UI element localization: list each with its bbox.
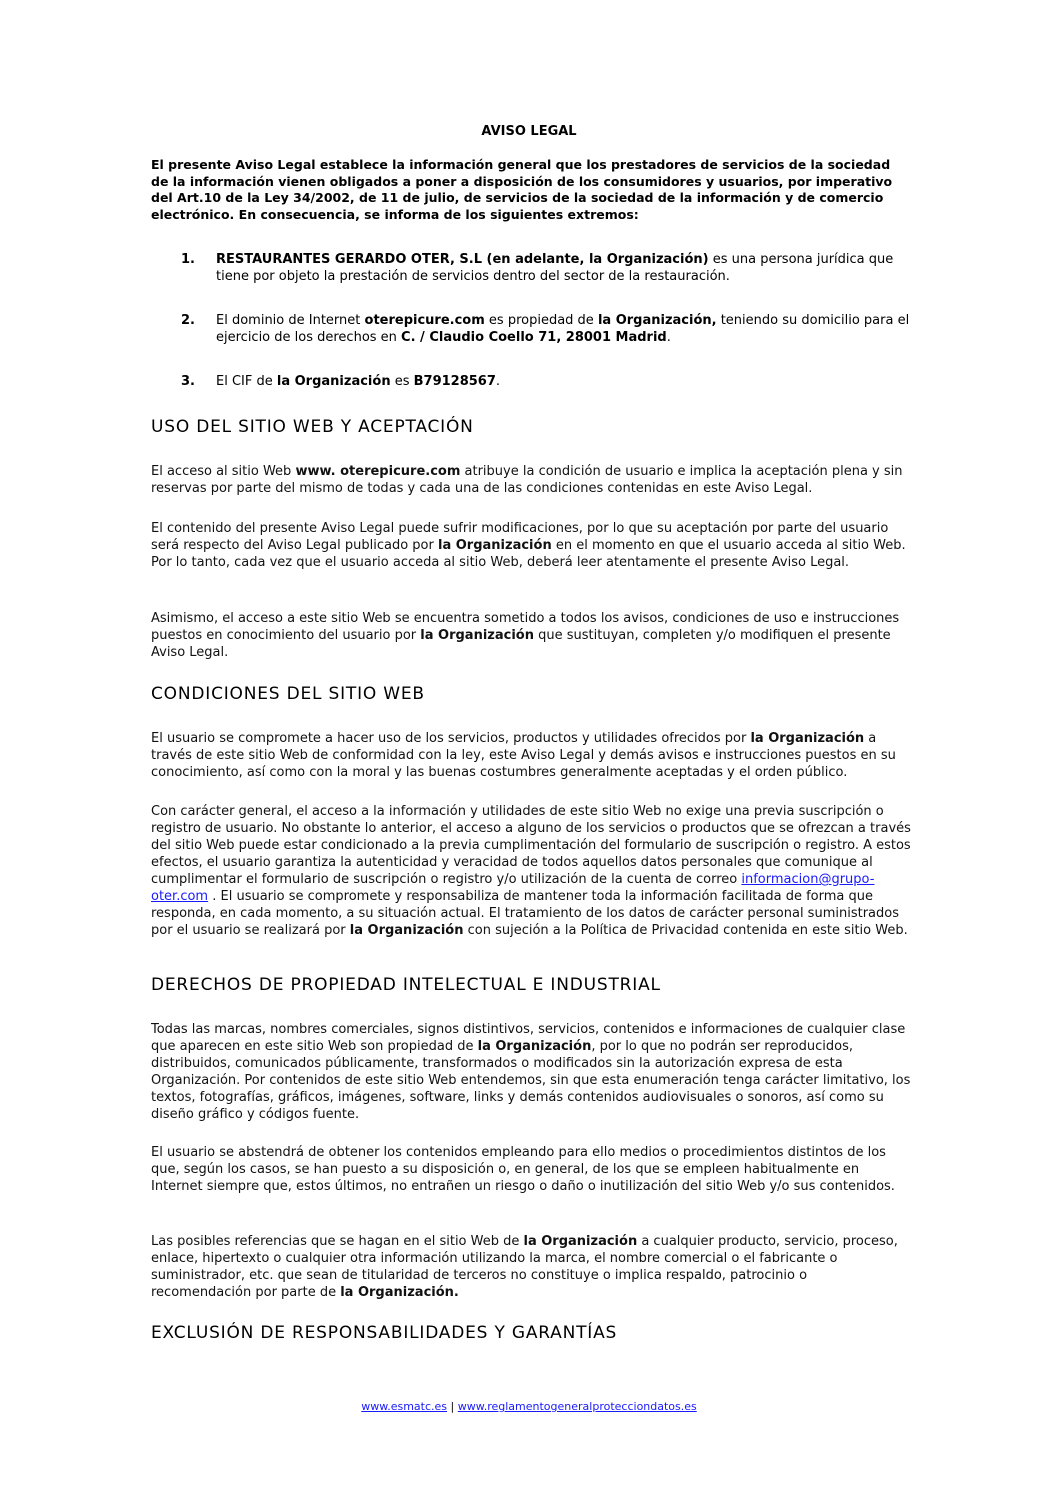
page-footer bbox=[0, 1400, 1058, 1413]
company-name: RESTAURANTES GERARDO OTER, S.L (en adelante, la Organización) bbox=[216, 252, 709, 267]
para-text: Todas las marcas, nombres comerciales, signos distintivos, servicios, contenidos e informaciones de cualquier clase que aparecen en este sitio Web son propiedad de bbox=[151, 1022, 906, 1054]
list-text: teniendo su domicilio para el ejercicio de los derechos en bbox=[216, 313, 910, 345]
para-text: El usuario se abstendrá de obtener los contenidos empleando para ello medios o procedimientos distintos de los que, según los casos, se han puesto a su disposición o, en general, de los que se empleen habitualmente en Internet siempre que, estos últimos, no entrañen un riesgo o daño o inutilización del sitio Web y/o sus contenidos. bbox=[151, 1145, 895, 1194]
para-text: Las posibles referencias que se hagan en el sitio Web de bbox=[151, 1234, 524, 1249]
para-text: en el momento en que el usuario acceda al sitio Web. Por lo tanto, cada vez que el usuario acceda al sitio Web, deberá leer atentamente el presente Aviso Legal. bbox=[151, 538, 906, 570]
para-text: Asimismo, el acceso a este sitio Web se encuentra sometido a todos los avisos, condiciones de uso e instrucciones puestos en conocimiento del usuario por bbox=[151, 611, 900, 643]
page-title: AVISO LEGAL bbox=[481, 124, 577, 139]
para-text: a través de este sitio Web de conformidad con la ley, este Aviso Legal y demás avisos e instrucciones puestos en su conocimiento, así como con la moral y las buenas costumbres generalmente aceptadas y el orden público. bbox=[151, 731, 896, 780]
para-text: El acceso al sitio Web bbox=[151, 464, 296, 479]
list-item-3 bbox=[181, 373, 916, 390]
org-ref: la Organización bbox=[523, 1234, 638, 1249]
uso-paragraph-1 bbox=[151, 463, 911, 497]
intro-paragraph: El presente Aviso Legal establece la información general que los prestadores de servicios de la sociedad de la información vienen obligados a poner a disposición de los consumidores y usuarios, por imperativo del Art.10 de la Ley 34/2002, de 11 de julio, de servicios de la sociedad de la información y de comercio electrónico. En consecuencia, se informa de los siguientes extremos: bbox=[151, 157, 893, 222]
para-text: . El usuario se compromete y responsabiliza de mantener toda la información facilitada de forma que responda, en cada momento, a su situación actual. El tratamiento de los datos de carácter personal suministrados por el usuario se realizará por bbox=[151, 889, 899, 938]
list-number: 2. bbox=[181, 313, 195, 328]
list-number: 1. bbox=[181, 252, 195, 267]
domain-name: oterepicure.com bbox=[364, 313, 485, 328]
uso-paragraph-2 bbox=[151, 520, 911, 571]
org-ref: la Organización bbox=[349, 923, 464, 938]
list-number: 3. bbox=[181, 374, 195, 389]
section-heading-exclusion: EXCLUSIÓN DE RESPONSABILIDADES Y GARANTÍAS bbox=[151, 1323, 618, 1343]
footer-link-esmatc[interactable]: www.esmatc.es bbox=[361, 1400, 448, 1413]
org-ref: la Organización bbox=[438, 538, 552, 553]
para-text: a cualquier producto, servicio, proceso, enlace, hipertexto o cualquier otra información utilizando la marca, el nombre comercial o el fabricante o suministrador, etc. que sean de titularidad de terceros no constituye o implica respaldo, patrocinio o recomendación por parte de bbox=[151, 1234, 898, 1300]
section-heading-condiciones: CONDICIONES DEL SITIO WEB bbox=[151, 684, 425, 704]
list-text: . bbox=[495, 374, 501, 389]
list-text: es propiedad de bbox=[484, 313, 598, 328]
uso-paragraph-3 bbox=[151, 610, 911, 661]
org-ref: la Organización bbox=[477, 1039, 592, 1054]
org-ref: la Organización bbox=[420, 628, 534, 643]
list-text: El CIF de bbox=[216, 374, 277, 389]
condiciones-paragraph-1 bbox=[151, 730, 911, 781]
address: C. / Claudio Coello 71, 28001 Madrid bbox=[401, 330, 667, 345]
para-text: Con carácter general, el acceso a la información y utilidades de este sitio Web no exige una previa suscripción o registro de usuario. No obstante lo anterior, el acceso a alguno de los servicios o productos que se ofrezcan a través del sitio Web puede estar condicionado a la previa cumplimentación del formulario de suscripción o registro. A estos efectos, el usuario garantiza la autenticidad y veracidad de todos aquellos datos personales que comunique al cumplimentar el formulario de suscripción o registro y/o utilización de la cuenta de correo bbox=[151, 804, 911, 887]
list-item-1 bbox=[181, 251, 916, 285]
org-ref: la Organización, bbox=[597, 313, 717, 328]
list-text: El dominio de Internet bbox=[216, 313, 365, 328]
list-text: es bbox=[390, 374, 414, 389]
para-text: El contenido del presente Aviso Legal puede sufrir modificaciones, por lo que su aceptación por parte del usuario será respecto del Aviso Legal publicado por bbox=[151, 521, 889, 553]
org-ref: la Organización bbox=[276, 374, 391, 389]
footer-link-reglamento[interactable]: www.reglamentogeneralprotecciondatos.es bbox=[457, 1400, 697, 1413]
list-text: . bbox=[666, 330, 671, 345]
org-ref: la Organización bbox=[750, 731, 865, 746]
email-link[interactable]: informacion@grupo-oter.com bbox=[151, 872, 875, 904]
list-text: es una persona jurídica que tiene por objeto la prestación de servicios dentro del sector de la restauración. bbox=[216, 252, 894, 284]
cif-value: B79128567 bbox=[413, 374, 496, 389]
org-ref: la Organización. bbox=[340, 1285, 459, 1300]
derechos-paragraph-3 bbox=[151, 1233, 911, 1301]
section-heading-derechos: DERECHOS DE PROPIEDAD INTELECTUAL E INDUSTRIAL bbox=[151, 975, 661, 995]
para-text: atribuye la condición de usuario e implica la aceptación plena y sin reservas por parte del mismo de todas y cada una de las condiciones contenidas en este Aviso Legal. bbox=[151, 464, 903, 496]
para-text: El usuario se compromete a hacer uso de los servicios, productos y utilidades ofrecidos por bbox=[151, 731, 751, 746]
section-heading-uso: USO DEL SITIO WEB Y ACEPTACIÓN bbox=[151, 417, 474, 437]
list-item-2 bbox=[181, 312, 916, 346]
para-text: que sustituyan, completen y/o modifiquen el presente Aviso Legal. bbox=[151, 628, 891, 660]
derechos-paragraph-1 bbox=[151, 1021, 911, 1123]
footer-separator: | bbox=[447, 1400, 458, 1413]
website-ref: www. oterepicure.com bbox=[295, 464, 461, 479]
para-text: con sujeción a la Política de Privacidad contenida en este sitio Web. bbox=[463, 923, 908, 938]
condiciones-paragraph-2 bbox=[151, 803, 911, 939]
para-text: , por lo que no podrán ser reproducidos, distribuidos, comunicados públicamente, transformados o modificados sin la autorización expresa de esta Organización. Por contenidos de este sitio Web entendemos, sin que esta enumeración tenga carácter limitativo, los textos, fotografías, gráficos, imágenes, software, links y demás contenidos audiovisuales o sonoros, así como su diseño gráfico y códigos fuente. bbox=[151, 1039, 911, 1122]
derechos-paragraph-2 bbox=[151, 1144, 911, 1195]
